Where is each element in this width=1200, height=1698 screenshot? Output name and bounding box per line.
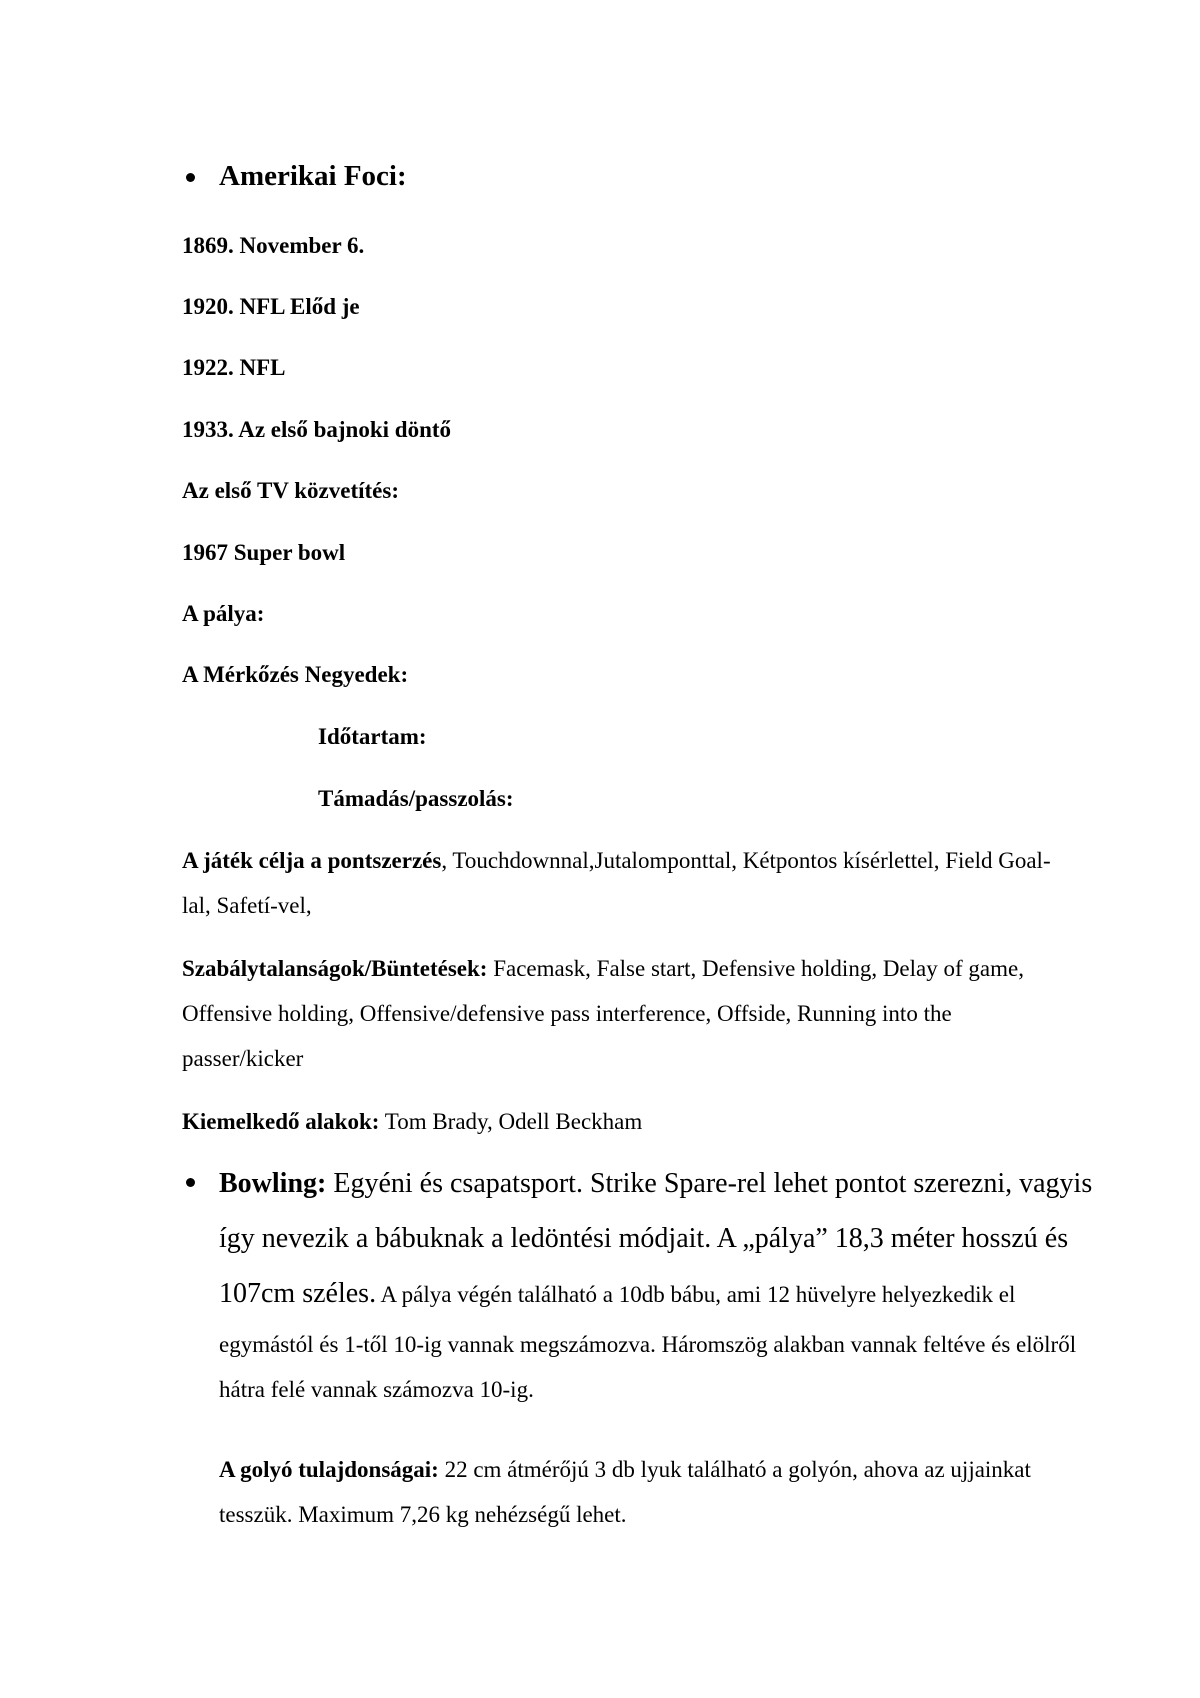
football-penalties-text: Facemask, False start, Defensive holding, Delay of game, Offensive holding, Offensive/defensive pass interference, Offside, Running into the passer/kicker xyxy=(182,956,1024,1071)
football-sub-tamadas: Támadás/passzolás: xyxy=(318,786,514,811)
football-line-1920: 1920. NFL Előd je xyxy=(182,294,360,319)
football-sub-idotartam: Időtartam: xyxy=(318,724,427,749)
football-penalties-label: Szabálytalanságok/Büntetések: xyxy=(182,956,488,981)
football-line-1922: 1922. NFL xyxy=(182,355,286,380)
football-notable-text: Tom Brady, Odell Beckham xyxy=(379,1109,643,1134)
bowling-paragraph xyxy=(219,1157,1099,1412)
football-line-tv: Az első TV közvetítés: xyxy=(182,478,399,503)
bullet-icon xyxy=(186,1178,195,1187)
football-goal-paragraph xyxy=(182,838,1062,928)
football-line-palya: A pálya: xyxy=(182,601,265,626)
football-line-1933: 1933. Az első bajnoki döntő xyxy=(182,417,452,442)
football-title: Amerikai Foci: xyxy=(219,160,407,192)
bowling-title: Bowling: xyxy=(219,1168,327,1199)
bullet-icon xyxy=(186,173,195,182)
football-notable-label: Kiemelkedő alakok: xyxy=(182,1109,380,1134)
bowling-ball-paragraph xyxy=(219,1447,1099,1537)
football-penalties-paragraph xyxy=(182,946,1062,1081)
football-line-negyedek: A Mérkőzés Negyedek: xyxy=(182,662,409,687)
bowling-ball-text: 22 cm átmérőjú 3 db lyuk található a golyón, ahova az ujjainkat tesszük. Maximum 7,26 kg nehézségű lehet. xyxy=(219,1457,1031,1527)
bowling-ball-label: A golyó tulajdonságai: xyxy=(219,1457,439,1482)
football-goal-text: , Touchdownnal,Jutalomponttal, Kétpontos kísérlettel, Field Goal-lal, Safetí-vel, xyxy=(182,848,1051,918)
bowling-rest: A pálya végén található a 10db bábu, ami 12 hüvelyre helyezkedik el egymástól és 1-től 10-ig vannak megszámozva. Háromszög alakban vannak feltéve és elölről hátra felé vannak számozva 10-ig. xyxy=(219,1282,1077,1402)
football-line-1869: 1869. November 6. xyxy=(182,233,365,258)
football-notable-paragraph xyxy=(182,1099,1062,1144)
football-line-1967: 1967 Super bowl xyxy=(182,540,346,565)
bowling-intro: Egyéni és csapatsport. Strike Spare-rel lehet pontot szerezni, vagyis így nevezik a bábuknak a ledöntési módjait. A „pálya” 18,3 méter hosszú és 107cm széles. xyxy=(219,1168,1093,1309)
football-goal-label: A játék célja a pontszerzés xyxy=(182,848,442,873)
